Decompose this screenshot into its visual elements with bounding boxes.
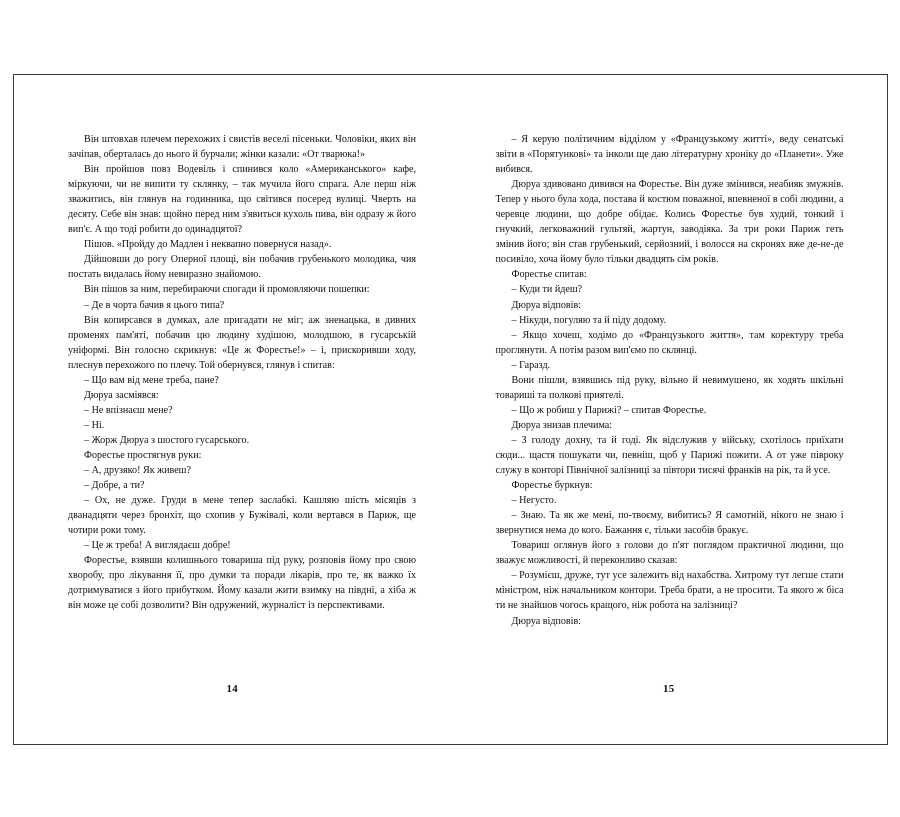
paragraph: – Я керую політичним відділом у «Французькому житті», веду сенатські звіти в «Порятункові» та інколи ще даю літературну хроніку до «Планети». Уже вибився. (495, 134, 844, 176)
page-left-textblock (68, 132, 416, 614)
paragraph: Дюруа здивовано дивився на Форестье. Він дуже змінився, неабияк змужнів. Тепер у нього була хода, постава й костюм поважної, впевненої в собі людини, а черевце людини, що добре обідає. Колись Форестье був худий, тонкий і гнучкий, легковажний гультяй, жартун, заводіяка. За три роки Париж геть змінив його; він став грубенький, серйозний, і волосся на скронях вже де-не-де посивіло, хоча йому було тільки двадцять сім років. (495, 179, 844, 266)
paragraph: Дюруа відповів: (511, 615, 582, 627)
book-page-left (14, 75, 451, 744)
paragraph: – З голоду дохну, та й годі. Як відслужив у війську, схотілось приїхати сюди... щастя пошукати чи, певніш, щоб у Парижі пожити. А от уже півроку служу в конторі Північної залізниці за півтори тисячі франків на рік, та й усе. (495, 434, 844, 477)
paragraph: – Куди ти йдеш? (511, 284, 583, 296)
book-spread-inner (14, 75, 887, 744)
paragraph: Товариш оглянув його з голови до п'ят поглядом практичної людини, що зважує можливості, й переконливо сказав: (495, 540, 844, 567)
page-right-textblock (496, 132, 844, 629)
paragraph: – Жорж Дюруа з шостого гусарського. (84, 434, 250, 446)
paragraph: – Ох, не дуже. Груди в мене тепер заслабкі. Кашляю шість місяців з дванадцяти через бронхіт, що схопив у Бужівалі, коли вертався в Париж, ще чотири роки тому. (68, 495, 416, 537)
book-page-right (451, 75, 888, 744)
paragraph: Форестье спитав: (511, 269, 587, 281)
paragraph: Дюруа засміявся: (84, 389, 159, 401)
paragraph: – А, друзяко! Як живеш? (84, 465, 191, 477)
paragraph: Форестье простягнув руки: (84, 449, 202, 461)
paragraph: Дюруа знизав плечима: (511, 419, 613, 431)
paragraph: Вони пішли, взявшись під руку, вільно й невимушено, як ходять шкільні товариші та полкові приятелі. (495, 374, 844, 401)
paragraph: – Розумієш, друже, тут усе залежить від нахабства. Хитрому тут легше стати міністром, ніж начальником контори. Треба брати, а не просити. Та якого ж біса ти не знайшов чогось кращого, ніж робота на залізниці? (495, 570, 844, 612)
paragraph: Форестье буркнув: (511, 480, 593, 492)
book-spread-frame (13, 74, 888, 745)
paragraph: Він штовхав плечем перехожих і свистів веселі пісеньки. Чоловіки, яких він зачіпав, оберталась до нього й бурчали; жінки казали: «От тварюка!» (68, 134, 416, 161)
paragraph: – Це ж треба! А виглядаєш добре! (84, 540, 231, 552)
paragraph: – Не впізнаєш мене? (84, 404, 173, 416)
paragraph: – Негусто. (511, 495, 557, 507)
paragraph: – Знаю. Та як же мені, по-твоєму, вибитись? Я самотній, нікого не знаю і звернутися нема до кого. Бажання є, тільки засобів бракує. (495, 510, 844, 537)
paragraph: – Ні. (84, 419, 105, 431)
paragraph: – Де в чорта бачив я цього типа? (84, 299, 225, 311)
paragraph: – Якщо хочеш, ходімо до «Французького життя», там коректуру треба проглянути. А потім разом вип'ємо по склянці. (495, 329, 844, 356)
paragraph: Він пішов за ним, перебираючи спогади й промовляючи пошепки: (84, 284, 370, 296)
paragraph: – Що вам від мене треба, пане? (84, 374, 219, 386)
paragraph: – Нікуди, погуляю та й піду додому. (511, 314, 667, 326)
paragraph: Пішов. «Пройду до Мадлен і неквапно повернуся назад». (84, 239, 332, 251)
paragraph: Дюруа відповів: (511, 299, 582, 311)
page-number-left: 14 (226, 683, 238, 695)
paragraph: Він копирсався в думках, але пригадати не міг; аж зненацька, в дивних променях пам'яті, побачив цю людину худішою, молодшою, в гусарській уніформі. Він голосно скрикнув: «Це ж Форестье!» – і, прискоривши ходу, плеснув перехожого по плечу. Той обернувся, глянув і спитав: (68, 314, 416, 371)
paragraph: Форестье, взявши колишнього товариша під руку, розповів йому про свою хворобу, про лікування її, про думки та поради лікарів, про те, як важко їх дотримуватися з його прибутком. Йому казали жити взимку на півдні, а хіба ж він може це собі дозволити? Він одружений, журналіст із перспективами. (68, 555, 416, 612)
paragraph: Дійшовши до рогу Оперної площі, він побачив грубенького молодика, чия постать видалась йому невиразно знайомою. (68, 254, 416, 281)
paragraph: – Гаразд. (511, 359, 551, 371)
paragraph: – Добре, а ти? (84, 480, 145, 492)
paragraph: Він пройшов повз Водевіль і спинився коло «Американського» кафе, міркуючи, чи не випити ту склянку, – так мучила його спрага. Але перш ніж зважитись, він глянув на годинника, що світився посеред вулиці. Чверть на десяту. Себе він знав: щойно перед ним з'явиться кухоль пива, він одразу ж його вип'є. А що тоді робити до одинадцятої? (68, 164, 416, 236)
paragraph: – Що ж робиш у Парижі? – спитав Форестье. (511, 404, 707, 416)
page-number-right: 15 (663, 683, 675, 695)
